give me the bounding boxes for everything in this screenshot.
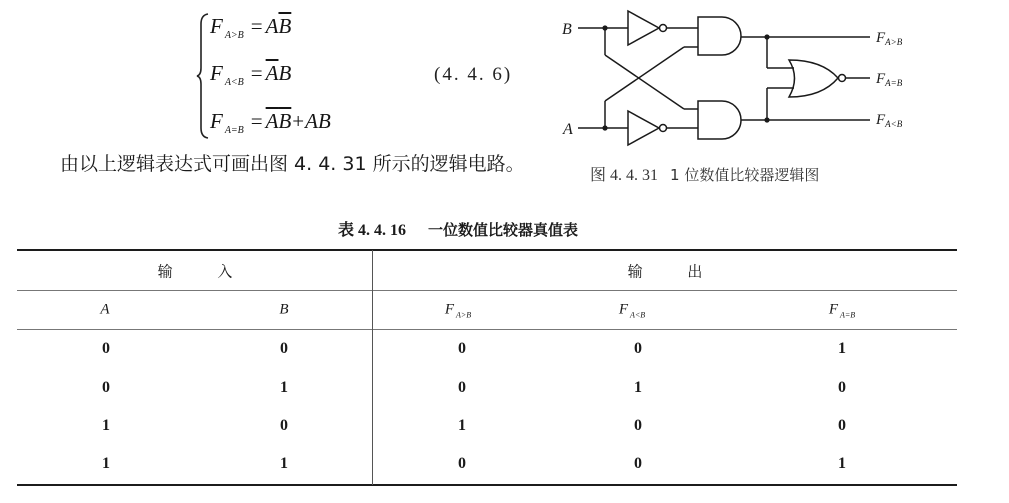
figure-caption <box>590 162 819 185</box>
cell-f-a-lt-b: 0 <box>634 340 642 357</box>
equation-number: (4. 4. 6) <box>434 64 513 85</box>
cell-f-a-eq-b: 0 <box>838 417 846 434</box>
column-header-a: A <box>100 301 110 318</box>
table-bottom-rule <box>17 484 957 486</box>
output-label-a-eq-b: $F_{A=B}$ <box>876 71 903 88</box>
eq-term-b-not: $\overline{B}$ <box>278 14 292 38</box>
figure-number: 图 4. 4. 31 <box>590 167 659 184</box>
not-gate-b <box>628 11 659 45</box>
eq-term-a-not: $\overline{A}$ <box>265 61 279 85</box>
cell-f-a-eq-b: 0 <box>838 379 846 396</box>
cell-a: 1 <box>102 417 110 434</box>
and-gate-bottom <box>698 101 741 139</box>
input-label-b: B <box>562 21 572 38</box>
cell-f-a-eq-b: 1 <box>838 455 846 472</box>
eq-subscript: A<B <box>224 77 244 88</box>
not-gate-a <box>628 111 659 145</box>
cell-b: 0 <box>280 417 288 434</box>
column-header-f-a-gt-b: F $_{A>B}$ <box>444 301 472 320</box>
output-label-a-gt-b: $F_{A>B}$ <box>876 30 903 47</box>
table-title <box>338 217 578 240</box>
eq-plus: + <box>292 109 305 133</box>
group-header-inputs: 输 入 <box>157 262 233 281</box>
equation-a-greater-b <box>210 14 291 39</box>
table-vertical-divider <box>372 250 373 485</box>
eq-term-a: A <box>305 109 318 133</box>
cell-f-a-eq-b: 1 <box>838 340 846 357</box>
eq-term-b: B <box>317 109 331 133</box>
eq-function-symbol: F <box>210 61 223 85</box>
eq-function-symbol: F <box>210 109 223 133</box>
body-paragraph: 由以上逻辑表达式可画出图 4. 4. 31 所示的逻辑电路。 <box>60 153 525 175</box>
table-top-rule <box>17 249 957 251</box>
eq-term-b-not: $\overline{B}$ <box>278 109 292 133</box>
column-header-f-a-eq-b: F $_{A=B}$ <box>828 301 856 320</box>
cell-b: 1 <box>280 455 288 472</box>
eq-term-b: B <box>278 61 292 85</box>
table-header-divider <box>17 329 957 330</box>
table-group-divider <box>17 290 957 291</box>
eq-term-a-not: $\overline{A}$ <box>265 109 279 133</box>
input-label-a: A <box>563 121 573 138</box>
cell-f-a-lt-b: 0 <box>634 455 642 472</box>
eq-equals: = <box>250 109 263 133</box>
table-number: 表 4. 4. 16 <box>338 222 407 239</box>
table-title-text: 一位数值比较器真值表 <box>428 221 579 239</box>
cell-f-a-lt-b: 1 <box>634 379 642 396</box>
cell-f-a-lt-b: 0 <box>634 417 642 434</box>
cell-b: 0 <box>280 340 288 357</box>
equation-a-less-b <box>210 61 291 86</box>
column-header-b: B <box>279 301 289 318</box>
cell-a: 1 <box>102 455 110 472</box>
equation-a-equal-b <box>210 109 331 134</box>
eq-equals: = <box>250 14 263 38</box>
eq-term-a: A <box>265 14 279 38</box>
and-gate-top <box>698 17 741 55</box>
eq-equals: = <box>250 61 263 85</box>
cell-a: 0 <box>102 379 110 396</box>
cell-f-a-gt-b: 0 <box>458 455 466 472</box>
equation-brace <box>196 12 210 140</box>
cell-b: 1 <box>280 379 288 396</box>
output-label-a-lt-b: $F_{A<B}$ <box>876 112 903 129</box>
eq-subscript: A=B <box>224 125 244 136</box>
eq-function-symbol: F <box>210 14 223 38</box>
figure-caption-text: 1 位数值比较器逻辑图 <box>670 166 820 184</box>
cell-a: 0 <box>102 340 110 357</box>
column-header-f-a-lt-b: F $_{A<B}$ <box>618 301 646 320</box>
cell-f-a-gt-b: 0 <box>458 379 466 396</box>
nor-gate <box>789 60 838 97</box>
cell-f-a-gt-b: 1 <box>458 417 466 434</box>
group-header-outputs: 输 出 <box>627 262 703 281</box>
cell-f-a-gt-b: 0 <box>458 340 466 357</box>
eq-subscript: A>B <box>224 30 244 41</box>
